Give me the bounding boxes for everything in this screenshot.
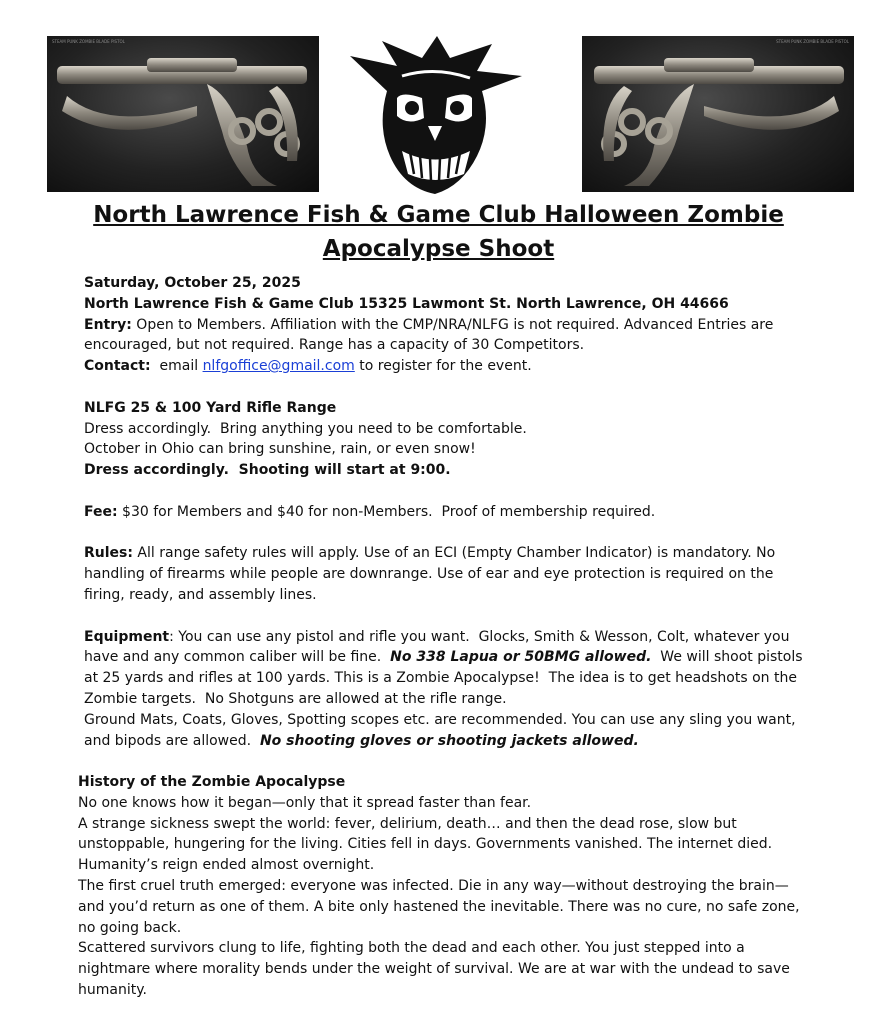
header-banner [0,36,877,192]
rules-label: Rules: [84,545,133,562]
contact-label: Contact: [84,358,151,375]
pistol-illustration [47,36,319,192]
event-date: Saturday, October 25, 2025 [84,275,301,291]
rules-paragraph [84,543,804,605]
title-line-1: North Lawrence Fish & Game Club Halloween Zombie [93,202,784,228]
equipment-text-1: : You can use any pistol and rifle you want. Glocks, Smith & Wesson, Colt, whatever you have and any common caliber will be fine. [84,628,794,666]
range-line-3: Dress accordingly. Shooting will start at 9:00. [84,462,451,479]
history-paragraph-3: The first cruel truth emerged: everyone was infected. Die in any way—without destroying the brain—and you’d return as one of them. A bite only hastened the inevitable. There was no cure, no safe zone, no going back. [78,877,800,936]
entry-label: Entry: [84,316,132,333]
steampunk-pistol-image-left [47,36,319,192]
entry-text: Open to Members. Affiliation with the CMP/NRA/NLFG is not required. Advanced Entries are encouraged, but not required. Range has a capacity of 30 Competitors. [84,316,774,354]
contact-post-text: to register for the event. [354,358,532,375]
equipment-text-3: Ground Mats, Coats, Gloves, Spotting scopes etc. are recommended. You can use any sling you want, and bipods are allowed. [84,711,801,749]
rules-text: All range safety rules will apply. Use of an ECI (Empty Chamber Indicator) is mandatory. No handling of firearms while people are downrange. Use of ear and eye protection is required on the firing, ready, and assembly lines. [84,545,776,603]
fee-label: Fee: [84,503,118,520]
history-paragraph-1: No one knows how it began—only that it spread faster than fear. [78,794,532,811]
event-details [84,273,807,751]
contact-email-link[interactable]: nlfgoffice@gmail.com [202,358,355,375]
fee-text: $30 for Members and $40 for non-Members. Proof of membership required. [117,503,656,520]
history-section [78,772,806,1001]
event-address: North Lawrence Fish & Game Club 15325 Lawmont St. North Lawrence, OH 44666 [84,295,729,312]
history-paragraph-4: Scattered survivors clung to life, fighting both the dead and each other. You just stepped into a nightmare where morality bends under the weight of survival. We are at war with the undead to save humanity. [78,940,790,998]
equipment-warning-2: No shooting gloves or shooting jackets allowed. [259,732,639,749]
zombie-skull-logo [342,36,528,196]
contact-paragraph [84,356,804,377]
page-title [60,198,817,266]
title-line-2: Apocalypse Shoot [322,236,555,262]
steampunk-pistol-image-right [582,36,854,192]
range-heading: NLFG 25 & 100 Yard Rifle Range [84,399,337,416]
image-caption-left: STEAM PUNK ZOMBIE BLADE PISTOL [52,39,125,44]
pistol-illustration [582,36,854,192]
contact-pre-text: email [150,358,203,375]
entry-paragraph [84,315,804,357]
range-line-2: October in Ohio can bring sunshine, rain, or even snow! [84,441,476,458]
range-line-1: Dress accordingly. Bring anything you need to be comfortable. [84,420,527,437]
image-caption-right: STEAM PUNK ZOMBIE BLADE PISTOL [776,39,849,44]
equipment-text-2: We will shoot pistols at 25 yards and rifles at 100 yards. This is a Zombie Apocalypse! The idea is to get headshots on the Zombie targets. No Shotguns are allowed at the rifle range. [84,649,807,707]
history-paragraph-2: A strange sickness swept the world: fever, delirium, death… and then the dead rose, slow but unstoppable, hungering for the living. Cities fell in days. Governments vanished. The internet died. Humanity’s reign ended almost overnight. [78,815,773,874]
equipment-label: Equipment [84,628,170,645]
zombie-head-icon [342,36,528,196]
equipment-warning-1: No 338 Lapua or 50BMG allowed. [390,649,652,666]
history-heading: History of the Zombie Apocalypse [78,774,346,790]
equipment-paragraph [84,627,807,710]
equipment-paragraph-2 [84,710,804,752]
fee-paragraph [84,502,804,523]
